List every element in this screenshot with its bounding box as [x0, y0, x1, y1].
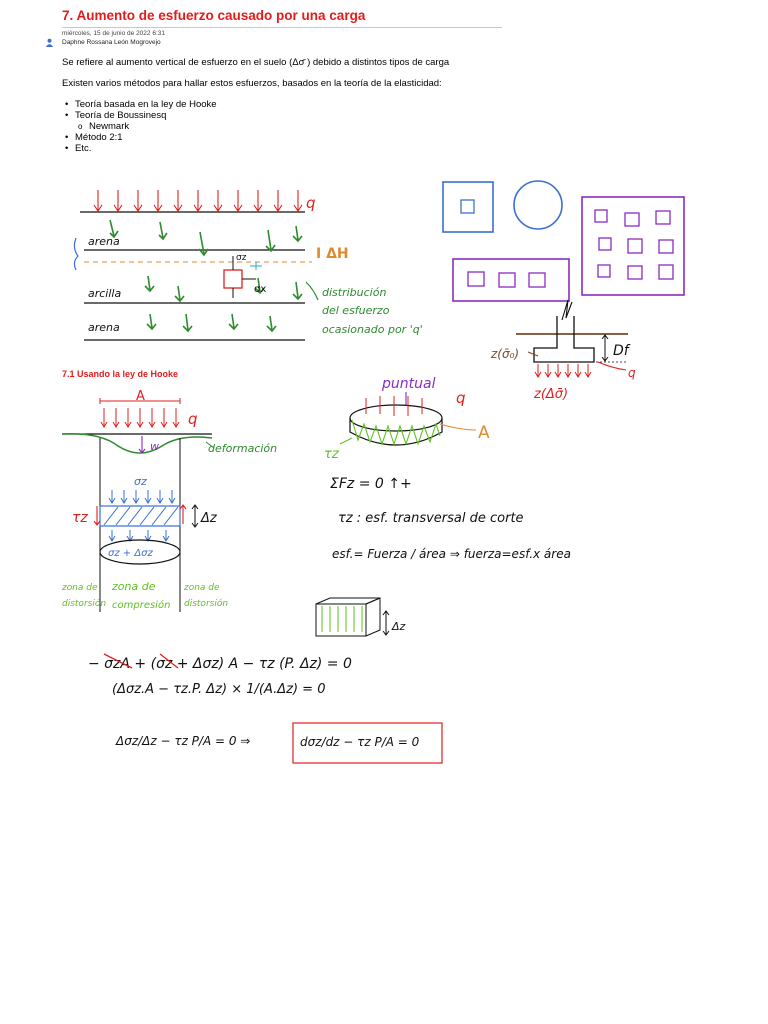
equations: [330, 476, 571, 561]
label-z-sigma0: z(σ̄₀): [491, 347, 520, 361]
label-df: Df: [613, 343, 629, 359]
label-arena-2: arena: [88, 321, 120, 334]
eq-result: dσz/dz − τz P/A = 0: [300, 735, 420, 749]
label-sigma-z-small: σz: [236, 253, 247, 263]
label-tau-z-cylinder: τz: [324, 447, 339, 462]
methods-intro: Existen varios métodos para hallar estos esfuerzos, basados en la teoría de la elasticidad:: [62, 78, 442, 89]
label-a-load: A: [136, 389, 145, 404]
label-q-footing: q: [628, 366, 636, 380]
hooke-element-diagram: [61, 389, 277, 612]
label-zona-dist-1b: distorsión: [62, 599, 107, 609]
label-sigma-sum: σz + Δσz: [108, 548, 153, 559]
page-date: miércoles, 15 de junio de 2022 6:31: [62, 30, 165, 37]
list-item: • Método 2:1: [62, 132, 217, 143]
eq-line-1: − σzA + (σz + Δσz) A − τz (P. Δz) = 0: [88, 656, 352, 672]
label-puntual: puntual: [382, 376, 436, 392]
page-title: 7. Aumento de esfuerzo causado por una carga: [62, 8, 366, 23]
label-z-dsigma: z(Δσ̄): [534, 387, 569, 402]
cylinder-element: [324, 376, 490, 462]
label-zona-dist-1a: zona de: [62, 583, 98, 593]
eq-tau-definition: τz : esf. transversal de corte: [338, 511, 524, 526]
label-deformacion: deformación: [208, 442, 278, 455]
derivation: [88, 654, 442, 763]
label-sigma-z-element: σz: [134, 475, 147, 488]
label-q-cylinder: q: [456, 389, 466, 407]
label-zona-comp-a: zona de: [112, 580, 156, 593]
eq-line-3: Δσz/Δz − τz P/A = 0 ⇒: [116, 734, 251, 748]
prism-element: [316, 598, 406, 636]
label-tau-z-element: τz: [72, 510, 88, 526]
list-item: • Teoría basada en la ley de Hooke: [62, 99, 217, 110]
label-zona-comp-b: compresión: [112, 600, 171, 611]
eq-esf-definition: esf.= Fuerza / área ⇒ fuerza=esf.x área: [332, 547, 571, 561]
label-delta-z-prism: Δz: [392, 620, 406, 633]
label-arena: arena: [88, 235, 120, 248]
label-distribution-3: ocasionado por 'q': [322, 323, 423, 336]
foundation-shapes: [443, 181, 684, 301]
list-item: • Teoría de Boussinesq: [62, 110, 217, 121]
section-heading: 7.1 Usando la ley de Hooke: [62, 369, 179, 379]
label-distribution-2: del esfuerzo: [322, 304, 390, 317]
soil-profile-sketch: [74, 190, 422, 340]
label-delta-h: I ΔH: [316, 246, 349, 262]
label-distribution-1: distribución: [322, 286, 387, 299]
label-delta-z-element: Δz: [201, 511, 217, 526]
label-arcilla: arcilla: [88, 287, 122, 300]
label-zona-dist-2b: distorsión: [184, 599, 229, 609]
label-zona-dist-2a: zona de: [184, 583, 220, 593]
list-item: • Etc.: [62, 143, 217, 154]
list-item: o Newmark: [62, 121, 217, 132]
label-w: w: [150, 440, 159, 453]
eq-line-2: (Δσz.A − τz.P. Δz) × 1/(A.Δz) = 0: [112, 682, 326, 697]
intro-paragraph: Se refiere al aumento vertical de esfuerzo en el suelo (Δσ̄ ) debido a distintos tipos de carga: [62, 57, 450, 68]
label-q-hooke: q: [188, 410, 198, 428]
label-sigma-x: σx: [254, 284, 267, 295]
label-a-cylinder: A: [478, 423, 490, 443]
eq-sum-fz: ΣFz = 0 ↑+: [330, 476, 412, 492]
page-author: Daphne Rossana León Mogrovejo: [62, 39, 161, 46]
label-q-top: q: [306, 194, 316, 212]
footing-sketch: [490, 300, 636, 402]
